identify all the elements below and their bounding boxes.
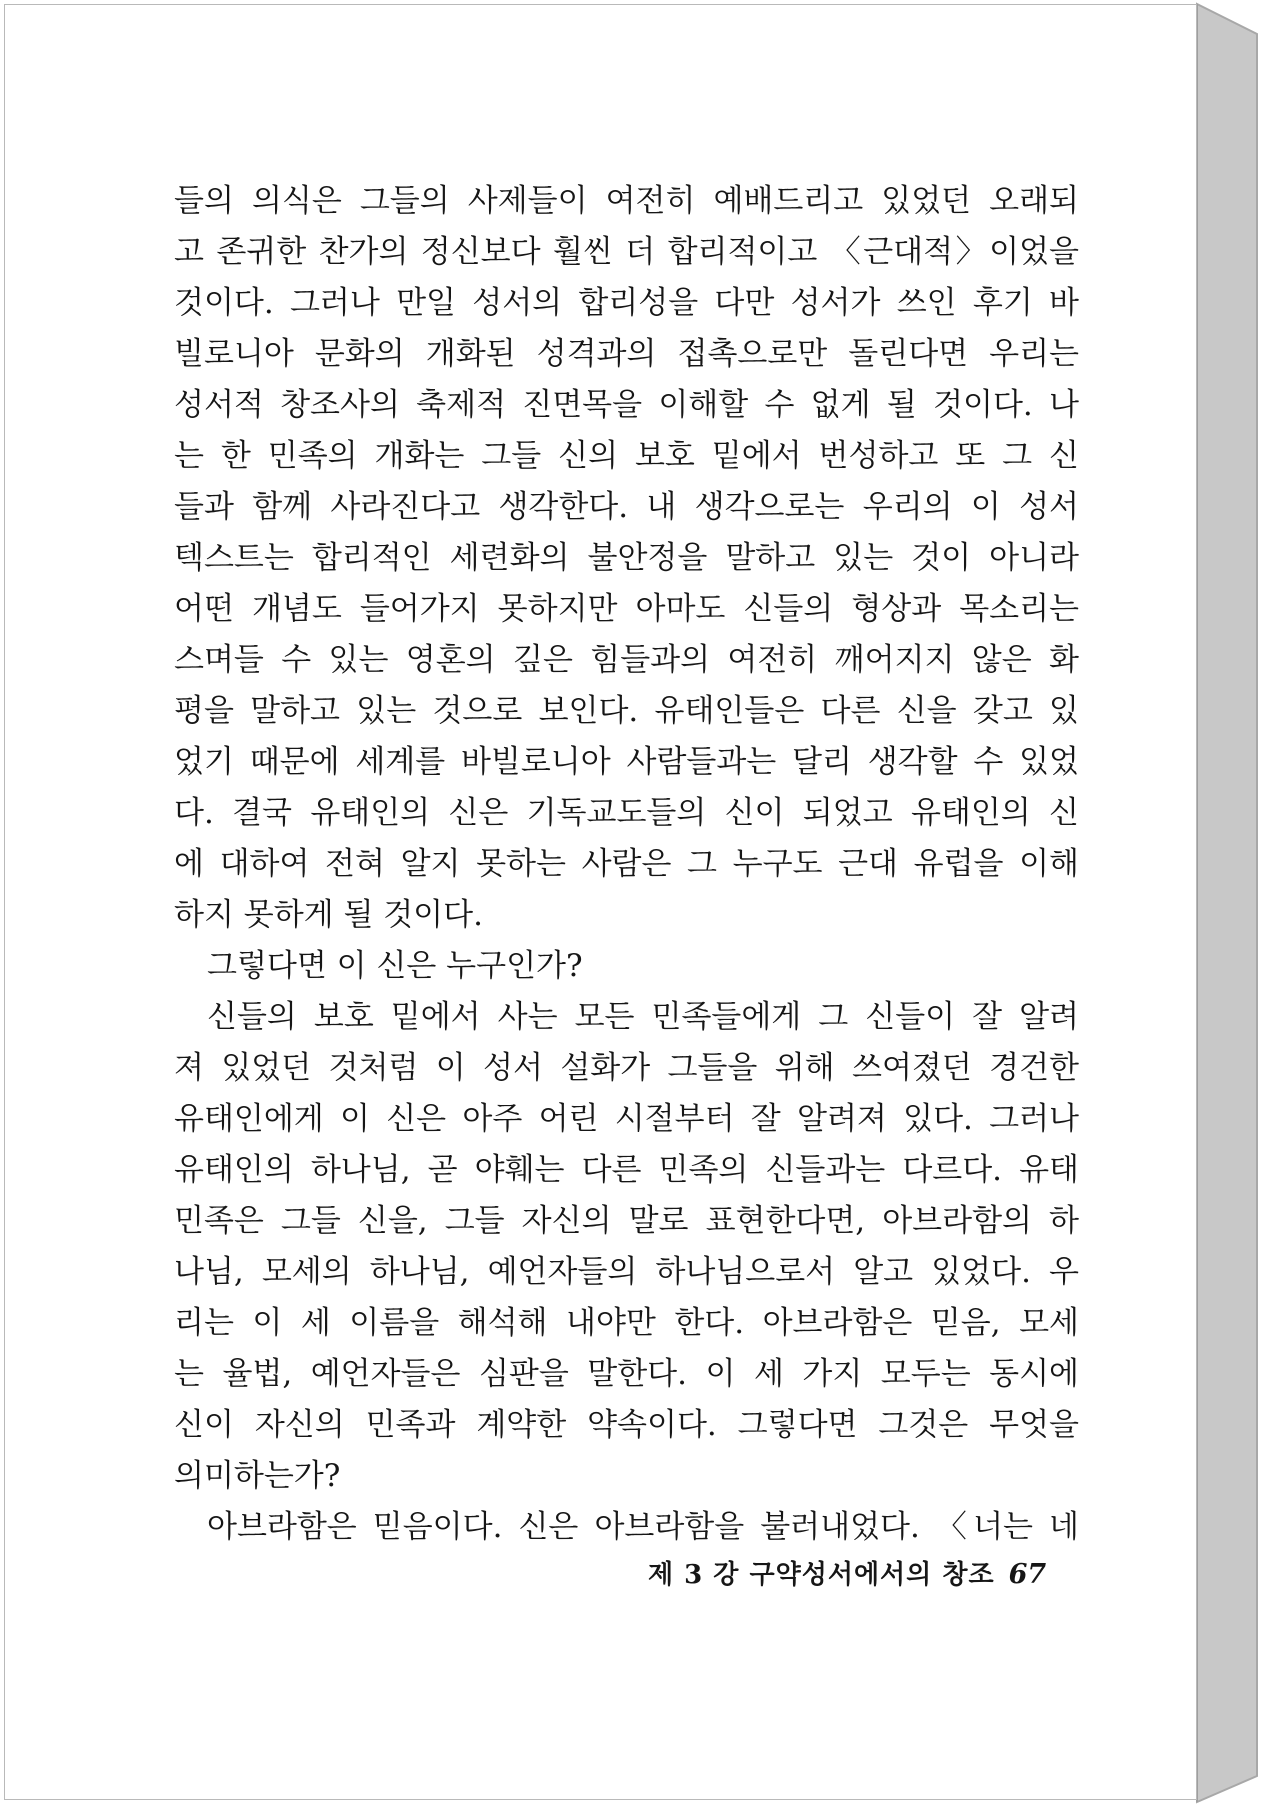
text-line: 그렇다면 이 신은 누구인가? xyxy=(207,948,583,984)
text-line: 민족은 그들 신을, 그들 자신의 말로 표현한다면, 아브라함의 하 xyxy=(174,1203,1079,1239)
text-line: 신이 자신의 민족과 계약한 약속이다. 그렇다면 그것은 무엇을 xyxy=(174,1407,1079,1443)
page-number: 67 xyxy=(1008,1559,1047,1590)
text-line: 아브라함은 믿음이다. 신은 아브라함을 불러내었다. 〈너는 네 xyxy=(207,1509,1079,1545)
text-line: 성서적 창조사의 축제적 진면목을 이해할 수 없게 될 것이다. 나 xyxy=(174,387,1079,423)
text-line: 유태인의 하나님, 곧 야훼는 다른 민족의 신들과는 다르다. 유태 xyxy=(174,1152,1079,1188)
text-line: 에 대하여 전혀 알지 못하는 사람은 그 누구도 근대 유럽을 이해 xyxy=(174,846,1079,882)
text-line: 텍스트는 합리적인 세련화의 불안정을 말하고 있는 것이 아니라 xyxy=(174,540,1079,576)
text-line: 하지 못하게 될 것이다. xyxy=(174,897,483,933)
text-line: 리는 이 세 이름을 해석해 내야만 한다. 아브라함은 믿음, 모세 xyxy=(174,1305,1079,1341)
text-line: 빌로니아 문화의 개화된 성격과의 접촉으로만 돌린다면 우리는 xyxy=(174,336,1079,372)
text-line: 평을 말하고 있는 것으로 보인다. 유태인들은 다른 신을 갖고 있 xyxy=(174,693,1079,729)
chapter-title: 제 3 강 구약성서에서의 창조 xyxy=(648,1560,995,1590)
running-footer xyxy=(648,1553,1048,1597)
text-line: 신들의 보호 밑에서 사는 모든 민족들에게 그 신들이 잘 알려 xyxy=(207,999,1079,1035)
text-line: 유태인에게 이 신은 아주 어린 시절부터 잘 알려져 있다. 그러나 xyxy=(174,1101,1079,1137)
text-line: 는 한 민족의 개화는 그들 신의 보호 밑에서 번성하고 또 그 신 xyxy=(174,438,1079,474)
text-line: 것이다. 그러나 만일 성서의 합리성을 다만 성서가 쓰인 후기 바 xyxy=(174,285,1079,321)
book-side-face xyxy=(1197,4,1257,1802)
text-line: 의미하는가? xyxy=(174,1458,341,1494)
text-line: 져 있었던 것처럼 이 성서 설화가 그들을 위해 쓰여졌던 경건한 xyxy=(174,1050,1079,1086)
text-line: 들의 의식은 그들의 사제들이 여전히 예배드리고 있었던 오래되 xyxy=(174,183,1079,219)
text-line: 나님, 모세의 하나님, 예언자들의 하나님으로서 알고 있었다. 우 xyxy=(174,1254,1079,1290)
text-line: 스며들 수 있는 영혼의 깊은 힘들과의 여전히 깨어지지 않은 화 xyxy=(174,642,1079,678)
text-line: 는 율법, 예언자들은 심판을 말한다. 이 세 가지 모두는 동시에 xyxy=(174,1356,1079,1392)
body-text xyxy=(174,176,1079,1553)
text-line: 고 존귀한 찬가의 정신보다 훨씬 더 합리적이고 〈근대적〉이었을 xyxy=(174,234,1079,270)
text-line: 다. 결국 유태인의 신은 기독교도들의 신이 되었고 유태인의 신 xyxy=(174,795,1079,831)
text-line: 어떤 개념도 들어가지 못하지만 아마도 신들의 형상과 목소리는 xyxy=(174,591,1079,627)
text-line: 었기 때문에 세계를 바빌로니아 사람들과는 달리 생각할 수 있었 xyxy=(174,744,1079,780)
text-line: 들과 함께 사라진다고 생각한다. 내 생각으로는 우리의 이 성서 xyxy=(174,489,1079,525)
